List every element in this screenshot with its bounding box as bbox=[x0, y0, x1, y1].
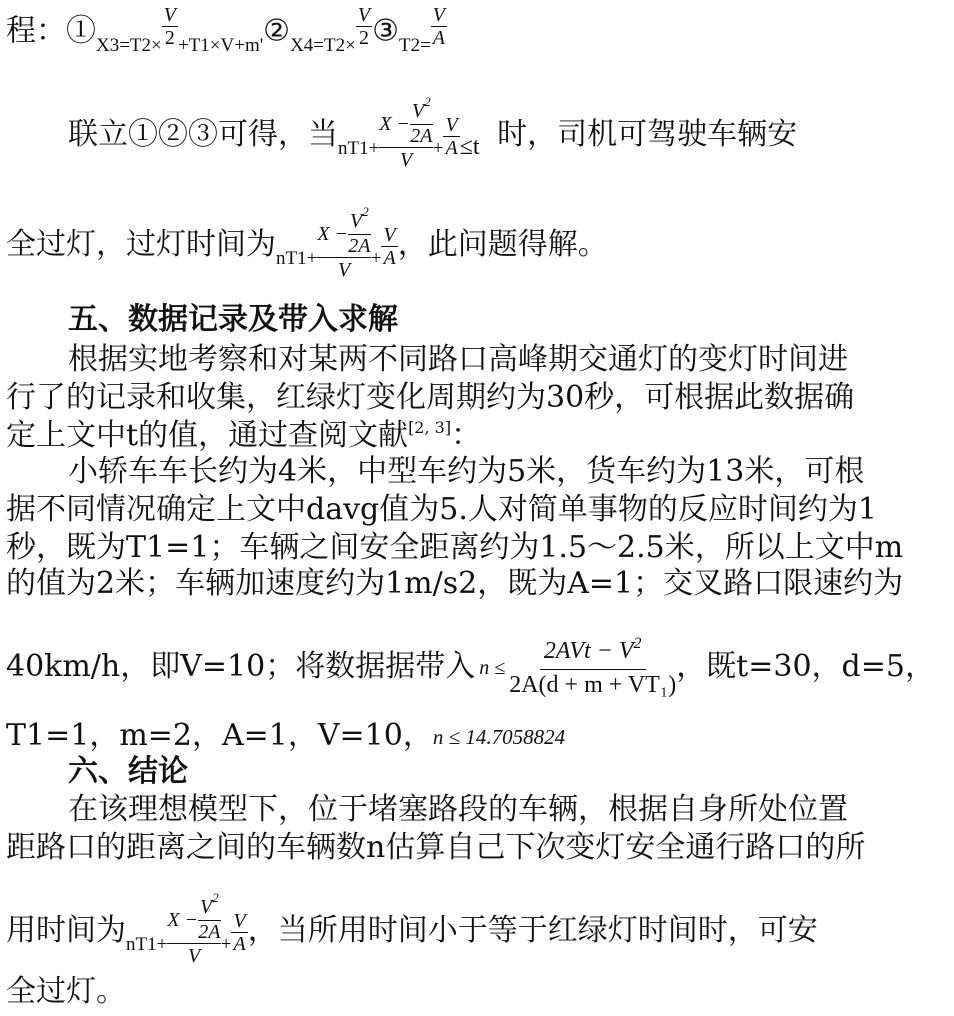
plus-sign-3: + bbox=[220, 934, 232, 955]
p5b-line-2: 据不同情况确定上文中davg值为5.人对简单事物的反应时间约为1 bbox=[6, 492, 877, 527]
p5b-line-1: 小轿车车长约为4米，中型车约为5米，货车约为13米，可根 bbox=[68, 454, 865, 489]
eq2-text: X4=T2× bbox=[290, 34, 356, 56]
p5b-line-6 bbox=[6, 716, 565, 757]
v2-over-2a bbox=[198, 890, 221, 943]
frac-den: A bbox=[233, 932, 246, 955]
fraction-v-over-2 bbox=[162, 4, 178, 49]
v-over-a bbox=[443, 114, 459, 159]
p5a-line-3-end: ： bbox=[451, 418, 482, 453]
v-sym: V bbox=[200, 896, 213, 918]
p6-line-3b: ，当所用时间小于等于红绿灯时间时，可安 bbox=[247, 913, 818, 948]
p5b-line-5a: 40km/h，即V=10；将数据据带入 bbox=[6, 649, 476, 684]
time-text-b: ，此问题得解。 bbox=[397, 227, 608, 262]
equation-line-1 bbox=[6, 4, 447, 56]
p5a-line-3-text: 定上文中t的值，通过查阅文献 bbox=[6, 418, 409, 453]
section-5-heading: 五、数据记录及带入求解 bbox=[68, 302, 398, 337]
frac-num: V bbox=[357, 4, 371, 26]
section-6-heading: 六、结论 bbox=[68, 754, 188, 789]
v2-over-2a bbox=[410, 94, 433, 147]
condition-line bbox=[68, 94, 798, 172]
p6-line-3a: 用时间为 bbox=[6, 913, 126, 948]
frac-den: A bbox=[445, 136, 458, 159]
two-a: 2A bbox=[198, 921, 221, 943]
frac-den: 2 bbox=[164, 27, 175, 49]
n-formula-den: 2A(d + m + VT₁) bbox=[509, 672, 677, 698]
x-minus: X − bbox=[167, 908, 199, 931]
p5b-line-4: 的值为2米；车辆加速度约为1m/s2，既为A=1；交叉路口限速约为 bbox=[6, 566, 904, 601]
nT1-term: nT1+ bbox=[338, 138, 380, 159]
nested-fraction bbox=[379, 94, 433, 172]
frac-den: A bbox=[383, 246, 396, 269]
fraction-v-over-a bbox=[431, 4, 447, 49]
eq3-text: T2= bbox=[398, 34, 431, 56]
time-text-a: 全过灯，过灯时间为 bbox=[6, 227, 276, 262]
n-formula-sq: 2 bbox=[633, 635, 642, 652]
condition-text-b: 时，司机可驾驶车辆安 bbox=[497, 117, 798, 152]
sq-sym: 2 bbox=[424, 94, 431, 109]
circle-3: ③ bbox=[372, 13, 399, 49]
v-over-a-2 bbox=[381, 224, 397, 269]
two-a: 2A bbox=[348, 235, 371, 257]
nested-den: V bbox=[399, 149, 413, 171]
eq1b-text: +T1×V+m' bbox=[177, 34, 264, 56]
n-result: n ≤ 14.7058824 bbox=[432, 725, 566, 749]
fraction-v-over-2-b bbox=[356, 4, 372, 49]
frac-num: V bbox=[163, 4, 176, 26]
p5a-line-1: 根据实地考察和对某两不同路口高峰期交通灯的变灯时间进 bbox=[68, 342, 848, 377]
circle-2: ② bbox=[263, 13, 291, 49]
line1-prefix: 程：① bbox=[6, 13, 96, 49]
plus-sign: + bbox=[432, 138, 444, 159]
nested-den: V bbox=[187, 945, 201, 967]
p5b-line-3: 秒，既为T1=1；车辆之间安全距离约为1.5～2.5米，所以上文中m bbox=[6, 530, 904, 565]
two-a: 2A bbox=[410, 125, 433, 147]
nT1-term-2: nT1+ bbox=[276, 248, 318, 269]
p5b-line-5 bbox=[6, 636, 935, 700]
frac-num: V bbox=[383, 223, 396, 246]
nested-den: V bbox=[337, 259, 351, 281]
nT1-term-3: nT1+ bbox=[126, 934, 168, 955]
p6-line-4: 全过灯。 bbox=[6, 974, 126, 1009]
v-sym: V bbox=[412, 100, 425, 122]
n-formula-num: 2AVt − V bbox=[543, 638, 634, 664]
plus-sign-2: + bbox=[370, 248, 382, 269]
p6-line-1: 在该理想模型下，位于堵塞路段的车辆，根据自身所处位置 bbox=[68, 792, 848, 827]
frac-num: V bbox=[233, 909, 246, 932]
frac-den: A bbox=[432, 27, 446, 49]
p5a-line-2: 行了的记录和收集，红绿灯变化周期约为30秒，可根据此数据确 bbox=[6, 380, 855, 415]
v-over-a-3 bbox=[231, 910, 247, 955]
leq-t: ≤t bbox=[459, 134, 480, 160]
frac-num: V bbox=[445, 113, 458, 136]
eq1-text: X3=T2× bbox=[96, 34, 162, 56]
x-minus: X − bbox=[379, 112, 411, 135]
sq-sym: 2 bbox=[212, 890, 219, 905]
v-sym: V bbox=[350, 210, 363, 232]
sq-sym: 2 bbox=[362, 204, 369, 219]
n-formula-fraction bbox=[509, 636, 676, 700]
x-minus: X − bbox=[317, 222, 349, 245]
time-line bbox=[6, 204, 608, 282]
p5b-line-5b: ，既t=30，d=5， bbox=[676, 649, 935, 684]
condition-text-a: 联立①②③可得，当 bbox=[68, 117, 338, 152]
citation: [2, 3] bbox=[408, 418, 452, 437]
frac-num: V bbox=[432, 4, 446, 26]
nested-fraction-2 bbox=[317, 204, 371, 282]
p6-line-3 bbox=[6, 890, 818, 968]
nested-fraction-3 bbox=[167, 890, 221, 968]
n-leq: n ≤ bbox=[479, 657, 506, 679]
frac-den: 2 bbox=[358, 27, 369, 49]
v2-over-2a bbox=[348, 204, 371, 257]
p6-line-2: 距路口的距离之间的车辆数n估算自己下次变灯安全通行路口的所 bbox=[6, 830, 866, 865]
p5b-line-6a: T1=1，m=2，A=1，V=10， bbox=[6, 718, 433, 753]
